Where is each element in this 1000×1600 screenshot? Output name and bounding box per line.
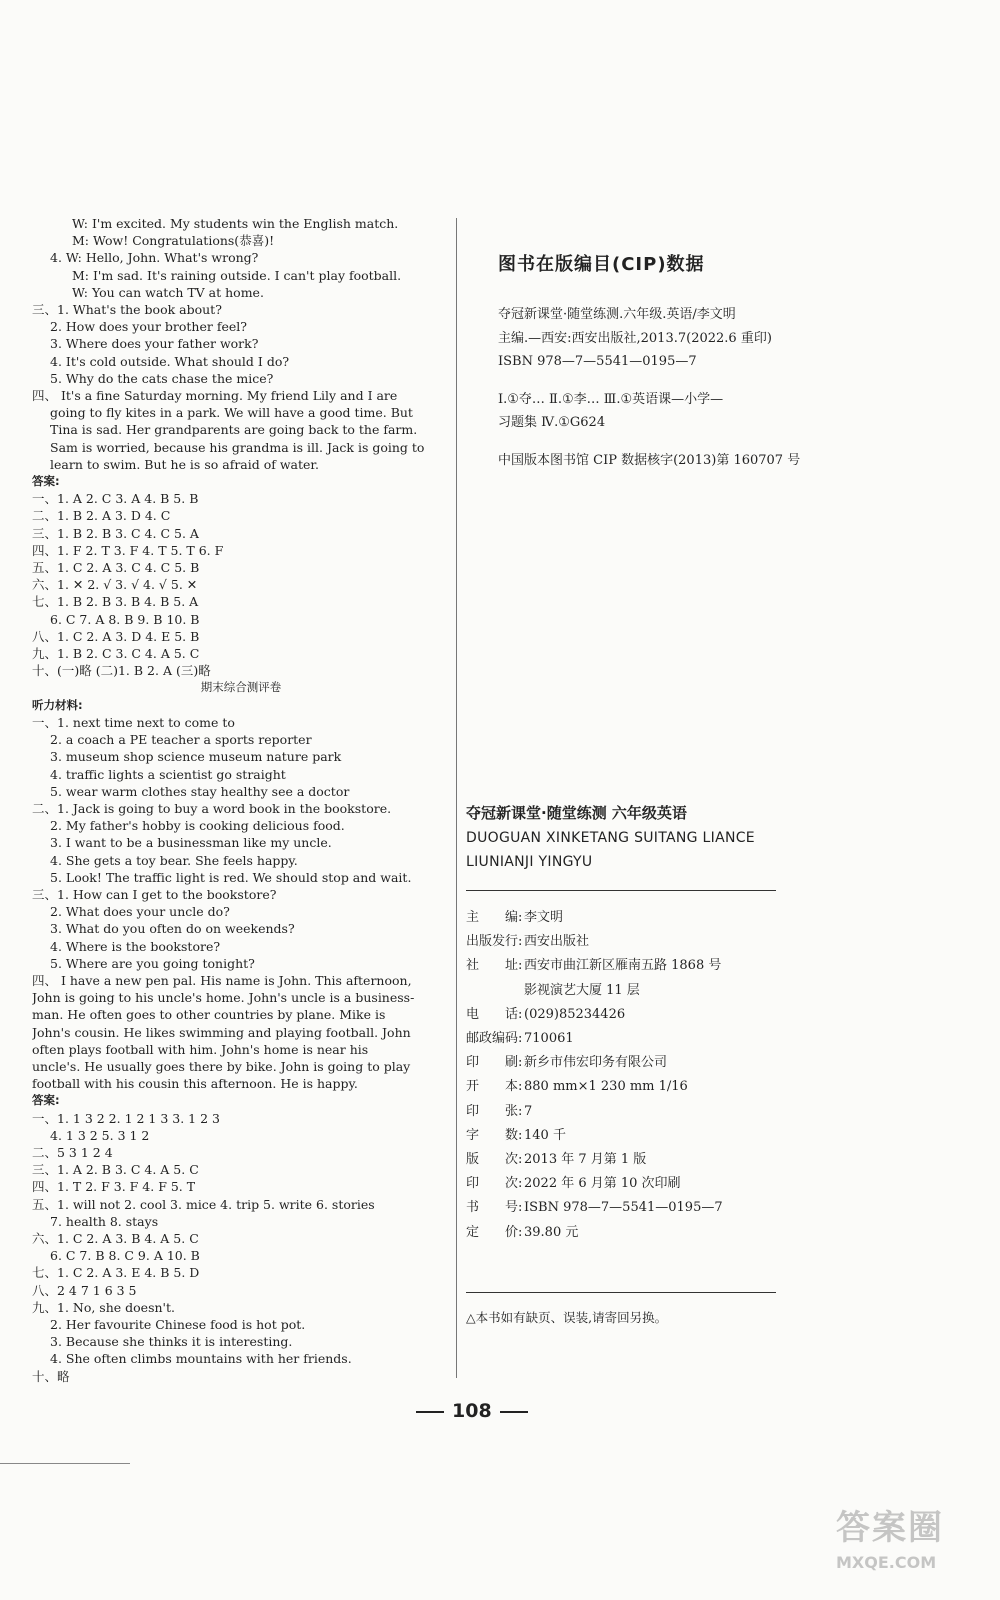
- imprint-label: 出版发行:: [466, 934, 523, 950]
- imprint-bottom-rule: [466, 1292, 776, 1293]
- answer-line: 3. What do you often do on weekends?: [50, 921, 295, 937]
- cip-line: 夺冠新课堂·随堂练测.六年级.英语/李文明: [498, 307, 736, 322]
- cip-title: 图书在版编目(CIP)数据: [498, 254, 705, 275]
- imprint-value: (029)85234426: [524, 1006, 626, 1022]
- answer-line: 十、(一)略 (二)1. B 2. A (三)略: [32, 663, 211, 679]
- answer-line: 5. Look! The traffic light is red. We should stop and wait.: [50, 869, 412, 885]
- answer-key-column: [32, 215, 450, 1385]
- answer-line: 6. C 7. B 8. C 9. A 10. B: [50, 1248, 200, 1264]
- answer-line: 八、1. C 2. A 3. D 4. E 5. B: [32, 628, 200, 644]
- book-title: 夺冠新课堂·随堂练测 六年级英语: [466, 804, 687, 822]
- imprint-value: 新乡市伟宏印务有限公司: [524, 1055, 668, 1071]
- imprint-row: [466, 1075, 723, 1099]
- watermark-text: 答案圈: [836, 1508, 944, 1548]
- answer-line: 4. She gets a toy bear. She feels happy.: [50, 852, 298, 868]
- answer-line: John is going to his uncle's home. John's uncle is a business-: [32, 990, 415, 1006]
- cip-line: 主编.—西安:西安出版社,2013.7(2022.6 重印): [498, 330, 772, 346]
- answer-line: M: Wow! Congratulations(恭喜)!: [72, 233, 275, 249]
- answer-line: 一、1. A 2. C 3. A 4. B 5. B: [32, 491, 199, 507]
- imprint-value: 西安市曲江新区雁南五路 1868 号: [524, 958, 722, 974]
- imprint-value: ISBN 978—7—5541—0195—7: [524, 1200, 723, 1216]
- answer-line: 7. health 8. stays: [50, 1213, 159, 1229]
- imprint-row: [466, 1196, 723, 1220]
- cip-line: [498, 374, 878, 388]
- imprint-row: [466, 1100, 723, 1124]
- answer-line: 四、 It's a fine Saturday morning. My friend Lily and I are: [32, 388, 398, 404]
- imprint-label: 印 次:: [466, 1176, 523, 1192]
- imprint-top-rule: [466, 890, 776, 891]
- imprint-value: 李文明: [524, 910, 564, 925]
- imprint-label: 开 本:: [466, 1079, 523, 1095]
- imprint-label: 定 价:: [466, 1224, 523, 1240]
- cip-data-block: [498, 303, 878, 472]
- imprint-label: [466, 979, 524, 1003]
- answer-line: 一、1. 1 3 2 2. 1 2 1 3 3. 1 2 3: [32, 1110, 220, 1126]
- cip-line: [498, 435, 878, 449]
- answer-line: John's cousin. He likes swimming and playing football. John: [32, 1024, 411, 1040]
- answer-line: Tina is sad. Her grandparents are going back to the farm.: [50, 422, 418, 438]
- answer-line: 十、略: [32, 1368, 70, 1384]
- answer-line: football with his cousin this afternoon. He is happy.: [32, 1076, 358, 1092]
- imprint-value: 2013 年 7 月第 1 版: [524, 1152, 647, 1168]
- imprint-info: [466, 906, 723, 1245]
- answer-line: 5. Where are you going tonight?: [50, 955, 255, 971]
- answer-line: Sam is worried, because his grandma is ill. Jack is going to: [50, 439, 425, 455]
- answer-line: 七、1. B 2. B 3. B 4. B 5. A: [32, 594, 199, 610]
- pinyin-line-1: DUOGUAN XINKETANG SUITANG LIANCE: [466, 830, 755, 846]
- answer-line: man. He often goes to other countries by plane. Mike is: [32, 1007, 386, 1023]
- imprint-label: 社 址:: [466, 958, 523, 974]
- answer-line: 四、1. T 2. F 3. F 4. F 5. T: [32, 1179, 196, 1195]
- cip-line: Ⅰ.①夺… Ⅱ.①李… Ⅲ.①英语课—小学—: [498, 391, 724, 407]
- cip-line: 习题集 Ⅳ.①G624: [498, 415, 606, 430]
- answer-line: 3. I want to be a businessman like my uncle.: [50, 835, 332, 851]
- imprint-value: 710061: [524, 1031, 574, 1047]
- answer-line: 七、1. C 2. A 3. E 4. B 5. D: [32, 1265, 200, 1281]
- imprint-row: [466, 1027, 723, 1051]
- column-divider: [456, 218, 457, 1378]
- answer-line: 3. Because she thinks it is interesting.: [50, 1334, 293, 1350]
- answer-line: 四、1. F 2. T 3. F 4. T 5. T 6. F: [32, 542, 224, 558]
- answer-line: 4. She often climbs mountains with her friends.: [50, 1351, 352, 1367]
- imprint-value: 39.80 元: [524, 1224, 579, 1240]
- imprint-row: [466, 1172, 723, 1196]
- answer-line: W: I'm excited. My students win the English match.: [72, 216, 399, 231]
- answer-line: W: You can watch TV at home.: [72, 284, 264, 300]
- answer-line: 4. It's cold outside. What should I do?: [50, 353, 290, 369]
- answer-line: 答案:: [32, 474, 60, 489]
- answer-line: 五、1. C 2. A 3. C 4. C 5. B: [32, 560, 200, 576]
- imprint-row: [466, 930, 723, 954]
- answer-line: 2. What does your uncle do?: [50, 904, 230, 920]
- answer-line: going to fly kites in a park. We will have a good time. But: [50, 405, 413, 421]
- imprint-label: 印 张:: [466, 1103, 523, 1119]
- answer-line: 2. My father's hobby is cooking delicious food.: [50, 818, 345, 834]
- answer-line: 2. How does your brother feel?: [50, 319, 247, 335]
- answer-line: 答案:: [32, 1093, 60, 1108]
- imprint-row: [466, 954, 723, 978]
- bottom-left-rule: [0, 1463, 130, 1464]
- answer-line: 二、5 3 1 2 4: [32, 1144, 113, 1160]
- answer-line: often plays football with him. John's home is near his: [32, 1041, 369, 1057]
- answer-line: 六、1. C 2. A 3. B 4. A 5. C: [32, 1230, 199, 1246]
- imprint-row: [466, 1124, 723, 1148]
- answer-line: 九、1. No, she doesn't.: [32, 1299, 175, 1315]
- answer-line: 九、1. B 2. C 3. C 4. A 5. C: [32, 646, 200, 662]
- imprint-value: 880 mm×1 230 mm 1/16: [524, 1079, 688, 1095]
- imprint-label: 邮政编码:: [466, 1031, 523, 1047]
- answer-line: learn to swim. But he is so afraid of water.: [50, 456, 319, 472]
- answer-line: 二、1. Jack is going to buy a word book in the bookstore.: [32, 800, 392, 816]
- imprint-row: [466, 1148, 723, 1172]
- answer-line: 四、 I have a new pen pal. His name is John. This afternoon,: [32, 972, 412, 988]
- imprint-row: [466, 1051, 723, 1075]
- answer-line: 4. 1 3 2 5. 3 1 2: [50, 1127, 150, 1143]
- answer-line: uncle's. He usually goes there by bike. John is going to play: [32, 1058, 411, 1074]
- cip-line: 中国版本图书馆 CIP 数据核字(2013)第 160707 号: [498, 452, 801, 468]
- imprint-label: 印 刷:: [466, 1055, 523, 1071]
- answer-line: 八、2 4 7 1 6 3 5: [32, 1282, 137, 1298]
- watermark-url: MXQE.COM: [836, 1553, 937, 1572]
- watermark-logo: [836, 1500, 986, 1590]
- answer-line: 2. a coach a PE teacher a sports reporter: [50, 732, 312, 748]
- imprint-label: 版 次:: [466, 1152, 523, 1168]
- answer-line: 六、1. ✕ 2. √ 3. √ 4. √ 5. ✕: [32, 577, 198, 593]
- pinyin-line-2: LIUNIANJI YINGYU: [466, 854, 593, 870]
- answer-line: 5. Why do the cats chase the mice?: [50, 370, 274, 386]
- answer-line: 三、1. A 2. B 3. C 4. A 5. C: [32, 1162, 199, 1178]
- imprint-value: 140 千: [524, 1127, 566, 1143]
- imprint-label: 主 编:: [466, 910, 523, 925]
- answer-line: 3. museum shop science museum nature park: [50, 749, 342, 765]
- answer-line: 五、1. will not 2. cool 3. mice 4. trip 5. write 6. stories: [32, 1196, 375, 1212]
- cip-line: ISBN 978—7—5541—0195—7: [498, 354, 697, 369]
- answer-line: 6. C 7. A 8. B 9. B 10. B: [50, 611, 200, 627]
- answer-line: M: I'm sad. It's raining outside. I can't play football.: [72, 267, 402, 283]
- page-number: 108: [408, 1400, 536, 1422]
- imprint-row: [466, 1003, 723, 1027]
- answer-line: 三、1. B 2. B 3. C 4. C 5. A: [32, 525, 199, 541]
- imprint-row: [466, 906, 723, 930]
- imprint-value: 2022 年 6 月第 10 次印刷: [524, 1176, 681, 1192]
- imprint-label: 书 号:: [466, 1200, 523, 1216]
- answer-line: 4. W: Hello, John. What's wrong?: [50, 250, 259, 266]
- imprint-value: 西安出版社: [524, 934, 590, 950]
- imprint-value: 影视演艺大厦 11 层: [524, 982, 640, 998]
- answer-line: 3. Where does your father work?: [50, 336, 259, 352]
- answer-line: 二、1. B 2. A 3. D 4. C: [32, 508, 171, 524]
- answer-line: 2. Her favourite Chinese food is hot pot.: [50, 1317, 306, 1332]
- imprint-value: 7: [524, 1103, 533, 1119]
- answer-line: 期末综合测评卷: [200, 680, 282, 695]
- answer-line: 4. traffic lights a scientist go straight: [50, 766, 286, 782]
- imprint-label: 字 数:: [466, 1127, 523, 1143]
- answer-line: 三、1. How can I get to the bookstore?: [32, 886, 277, 902]
- book-pinyin: [466, 826, 755, 874]
- imprint-row: [466, 1221, 723, 1245]
- answer-line: 三、1. What's the book about?: [32, 302, 222, 318]
- answer-line: 听力材料:: [32, 697, 83, 712]
- answer-line: 5. wear warm clothes stay healthy see a doctor: [50, 783, 350, 799]
- defect-notice: △本书如有缺页、误装,请寄回另换。: [466, 1310, 668, 1325]
- imprint-label: 电 话:: [466, 1006, 523, 1022]
- imprint-row: [466, 979, 723, 1003]
- answer-line: 4. Where is the bookstore?: [50, 938, 221, 954]
- answer-line: 一、1. next time next to come to: [32, 714, 235, 730]
